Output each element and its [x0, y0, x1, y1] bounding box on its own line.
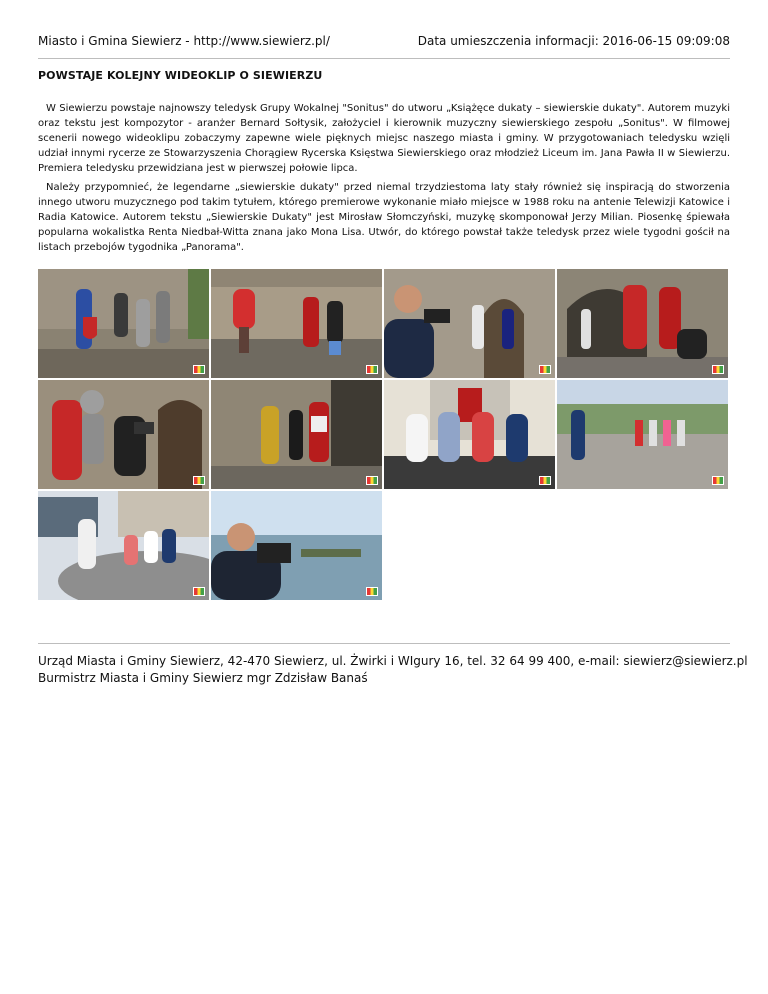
- logo-icon: [539, 476, 551, 485]
- gallery-photo-1[interactable]: [38, 269, 209, 378]
- gallery-photo-2[interactable]: [211, 269, 382, 378]
- article-title: POWSTAJE KOLEJNY WIDEOKLIP O SIEWIERZU: [38, 69, 323, 82]
- article-paragraph-2: Należy przypomnieć, że legendarne „siewierskie dukaty" przed niemal trzydziestoma laty stały również się inspiracją do stworzenia innego utworu muzycznego pod takim tytułem, którego premierowe wykonanie miało miejsce w 1988 roku na antenie Telewizji Katowice i Radia Katowice. Autorem tekstu „Siewierskie Dukaty" jest Mirosław Słomczyński, muzykę skomponował Jerzy Milian. Piosenkę śpiewała popularna wokalistka Renta Niedbał-Witta znana jako Mona Lisa. Utwór, do którego powstał także teledysk przez wiele tygodni gościł na listach przebojów tygodnika „Panorama".: [38, 182, 730, 253]
- page-header: [38, 34, 730, 48]
- photo-town-square: [557, 380, 728, 489]
- gallery-photo-3[interactable]: [384, 269, 555, 378]
- photo-knights-with-shield: [38, 269, 209, 378]
- logo-icon: [366, 476, 378, 485]
- publish-date: Data umieszczenia informacji: 2016-06-15 09:09:08: [417, 34, 730, 48]
- footer-divider: [38, 643, 730, 644]
- logo-icon: [193, 476, 205, 485]
- photo-knight-and-cameraman: [38, 380, 209, 489]
- gallery-photo-8[interactable]: [557, 380, 728, 489]
- photo-knights-by-gate: [557, 269, 728, 378]
- footer-address: Urząd Miasta i Gminy Siewierz, 42-470 Siewierz, ul. Żwirki i WIgury 16, tel. 32 64 99 400, e-mail: siewierz@siewierz.pl: [38, 654, 748, 668]
- logo-icon: [712, 476, 724, 485]
- gallery-photo-9[interactable]: [38, 491, 209, 600]
- header-divider: [38, 58, 730, 59]
- logo-icon: [366, 365, 378, 374]
- logo-icon: [539, 365, 551, 374]
- gallery-photo-4[interactable]: [557, 269, 728, 378]
- logo-icon: [193, 587, 205, 596]
- logo-icon: [366, 587, 378, 596]
- photo-camera-crew-arch: [384, 269, 555, 378]
- photo-cameraman-at-lake: [211, 491, 382, 600]
- site-name: Miasto i Gmina Siewierz - http://www.siewierz.pl/: [38, 34, 330, 48]
- photo-costumed-nobles: [211, 380, 382, 489]
- logo-icon: [193, 365, 205, 374]
- gallery-photo-7[interactable]: [384, 380, 555, 489]
- gallery-photo-6[interactable]: [211, 380, 382, 489]
- gallery-photo-10[interactable]: [211, 491, 382, 600]
- page-footer: [38, 653, 748, 687]
- photo-fountain-dancers: [38, 491, 209, 600]
- footer-mayor: Burmistrz Miasta i Gminy Siewierz mgr Zdzisław Banaś: [38, 671, 368, 685]
- gallery-photo-5[interactable]: [38, 380, 209, 489]
- photo-singers-on-stairs: [384, 380, 555, 489]
- article-paragraph-1: W Siewierzu powstaje najnowszy teledysk Grupy Wokalnej "Sonitus" do utworu „Książęce dukaty – siewierskie dukaty". Autorem muzyki oraz tekstu jest kompozytor - aranżer Bernard Sołtysik, założyciel i kierownik muzyczny siewierskiego zespołu „Sonitus". W filmowej scenerii nowego wideoklipu zobaczymy zapewne wiele pięknych miejsc naszego miasta i gminy. W przygotowaniach teledysku wzięli udział innymi rycerze ze Stowarzyszenia Chorągiew Rycerska Księstwa Siewierskiego oraz młodzież Liceum im. Jana Pawła II w Siewierzu. Premiera teledysku przewidziana jest w pierwszej połowie lipca.: [38, 103, 730, 174]
- logo-icon: [712, 365, 724, 374]
- photo-gallery: [38, 269, 730, 602]
- photo-knights-in-courtyard: [211, 269, 382, 378]
